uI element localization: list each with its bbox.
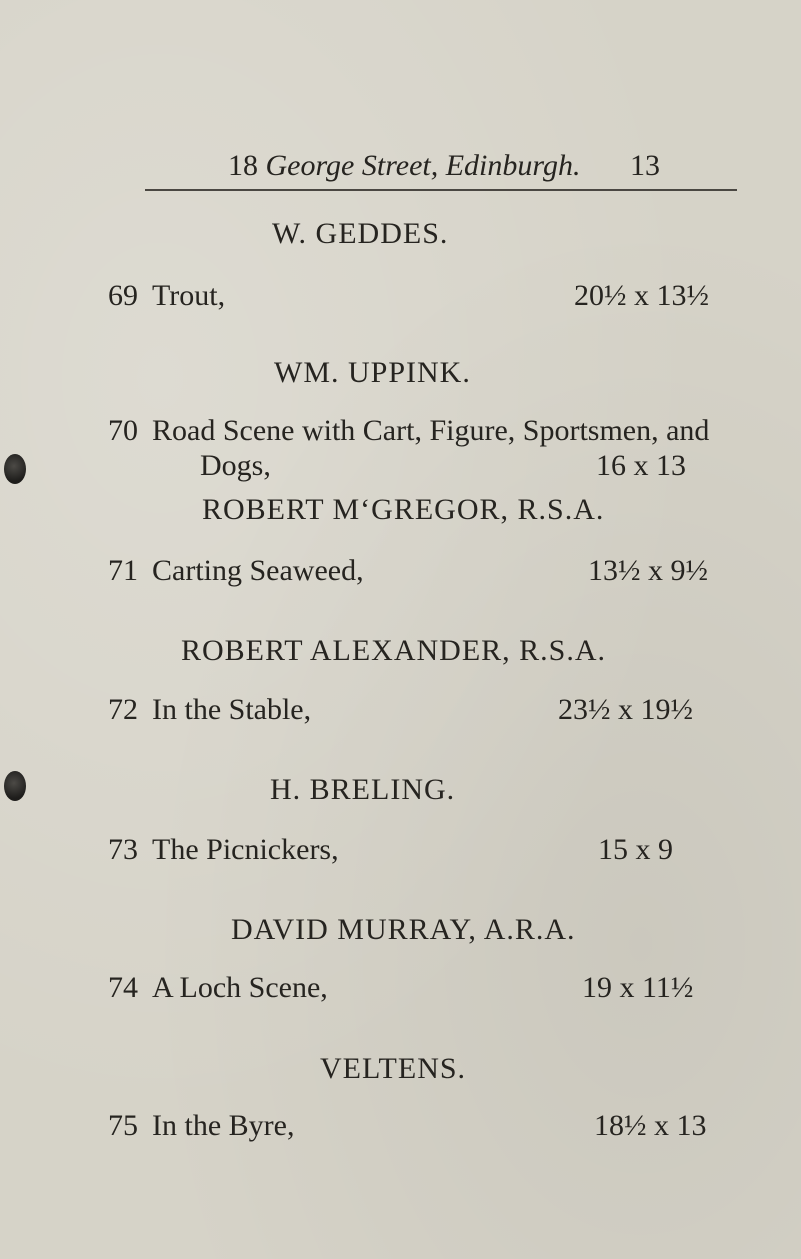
artist-heading: VELTENS. (320, 1052, 467, 1085)
artist-heading: ROBERT M‘GREGOR, R.S.A. (202, 493, 605, 526)
lot-size: 16 x 13 (596, 449, 686, 482)
lot-size: 18½ x 13 (594, 1109, 707, 1142)
lot-size: 20½ x 13½ (574, 279, 709, 312)
lot-title-continuation: Dogs, (200, 449, 271, 482)
artist-heading: W. GEDDES. (272, 217, 449, 250)
artist-heading: WM. UPPINK. (274, 356, 471, 389)
lot-size: 13½ x 9½ (588, 554, 708, 587)
header-address: George Street, Edinburgh. (265, 149, 581, 182)
lot-title: Trout, (152, 279, 226, 312)
lot-title: Carting Seaweed, (152, 554, 364, 587)
lot-number: 74 (108, 971, 138, 1004)
artist-heading: H. BRELING. (270, 773, 456, 806)
lot-title: In the Byre, (152, 1109, 295, 1142)
artist-heading: DAVID MURRAY, A.R.A. (231, 913, 576, 946)
lot-title: A Loch Scene, (152, 971, 328, 1004)
lot-number: 73 (108, 833, 138, 866)
lot-title: In the Stable, (152, 693, 312, 726)
lot-title: Road Scene with Cart, Figure, Sportsmen, and (152, 414, 710, 447)
lot-number: 72 (108, 693, 138, 726)
lot-size: 19 x 11½ (582, 971, 694, 1004)
lot-size: 15 x 9 (598, 833, 673, 866)
lot-number: 70 (108, 414, 138, 447)
lot-number: 75 (108, 1109, 138, 1142)
running-header (228, 148, 660, 184)
header-rule (145, 189, 737, 191)
lot-number: 71 (108, 554, 138, 587)
lot-size: 23½ x 19½ (558, 693, 693, 726)
page-number: 13 (630, 149, 660, 182)
header-number: 18 (228, 149, 258, 182)
lot-title: The Picnickers, (152, 833, 339, 866)
punch-hole (4, 771, 26, 801)
punch-hole (4, 454, 26, 484)
lot-number: 69 (108, 279, 138, 312)
artist-heading: ROBERT ALEXANDER, R.S.A. (181, 634, 607, 667)
